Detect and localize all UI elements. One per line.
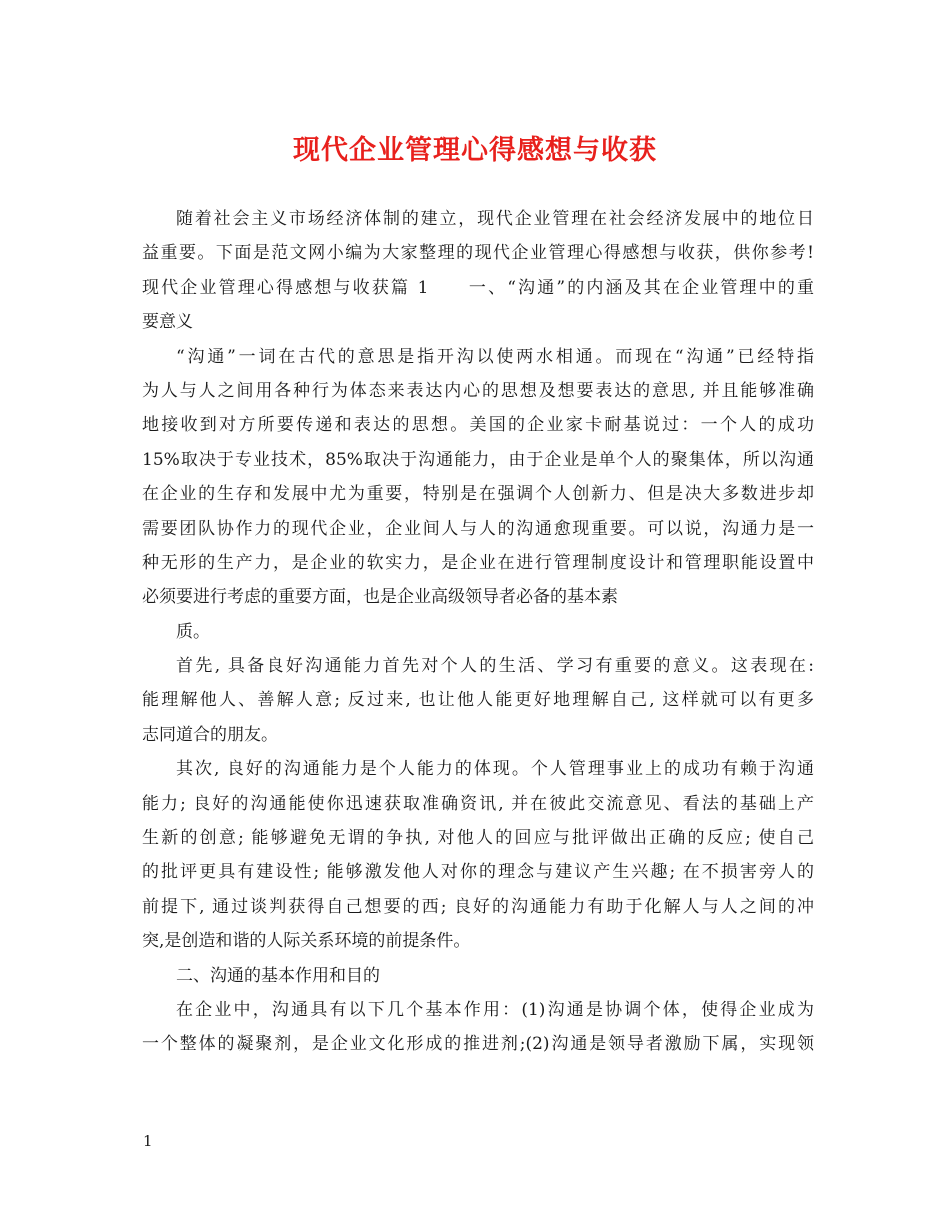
text-line: 的批评更具有建设性; 能够激发他人对你的理念与建议产生兴趣; 在不损害旁人的 [142,862,814,883]
text-line: 其次, 良好的沟通能力是个人能力的体现。个人管理事业上的成功有赖于沟通 [176,759,814,780]
text-line: 突,是创造和谐的人际关系环境的前提条件。 [142,931,471,952]
text-line: 生新的创意; 能够避免无谓的争执, 对他人的回应与批评做出正确的反应; 使自己 [142,828,814,849]
text-line: 地接收到对方所要传递和表达的思想。美国的企业家卡耐基说过：一个人的成功 [142,415,814,436]
page-number: 1 [143,1132,153,1150]
text-line: 前提下, 通过谈判获得自己想要的西; 良好的沟通能力有助于化解人与人之间的冲 [142,896,814,917]
document-title: 现代企业管理心得感想与收获 [293,135,657,166]
text-line: 为人与人之间用各种行为体态来表达内心的思想及想要表达的意思, 并且能够准确 [142,380,814,401]
text-line: 在企业中，沟通具有以下几个基本作用：(1)沟通是协调个体，使得企业成为 [176,999,814,1020]
text-line: 要意义 [142,312,193,333]
text-line: 在企业的生存和发展中尤为重要，特别是在强调个人创新力、但是决大多数进步却 [142,484,814,505]
text-line: 15%取决于专业技术，85%取决于沟通能力，由于企业是单个人的聚集体，所以沟通 [142,449,814,470]
section-heading: 二、沟通的基本作用和目的 [176,965,380,986]
text-line: 质。 [176,621,210,642]
document-body [142,202,814,1062]
text-line: 一个整体的凝聚剂，是企业文化形成的推进剂;(2)沟通是领导者激励下属，实现领 [142,1034,814,1055]
text-line: 种无形的生产力，是企业的软实力，是企业在进行管理制度设计和管理职能设置中 [142,552,814,573]
text-line: 需要团队协作力的现代企业，企业间人与人的沟通愈现重要。可以说，沟通力是一 [142,518,814,539]
text-line: 现代企业管理心得感想与收获篇 1 一、“沟通”的内涵及其在企业管理中的重 [142,277,814,298]
text-line: 能理解他人、善解人意; 反过来, 也让他人能更好地理解自己, 这样就可以有更多 [142,690,814,711]
text-line: 随着社会主义市场经济体制的建立，现代企业管理在社会经济发展中的地位日 [176,209,814,229]
text-line: 首先, 具备良好沟通能力首先对个人的生活、学习有重要的意义。这表现在: [176,656,814,677]
text-line: “沟通”一词在古代的意思是指开沟以使两水相通。而现在“沟通”已经特指 [176,346,814,367]
text-line: 能力; 良好的沟通能使你迅速获取准确资讯, 并在彼此交流意见、看法的基础上产 [142,793,814,814]
text-line: 志同道合的朋友。 [142,724,278,745]
text-line: 必须要进行考虑的重要方面，也是企业高级领导者必备的基本素 [142,587,618,608]
text-line: 益重要。下面是范文网小编为大家整理的现代企业管理心得感想与收获，供你参考! [142,243,814,264]
